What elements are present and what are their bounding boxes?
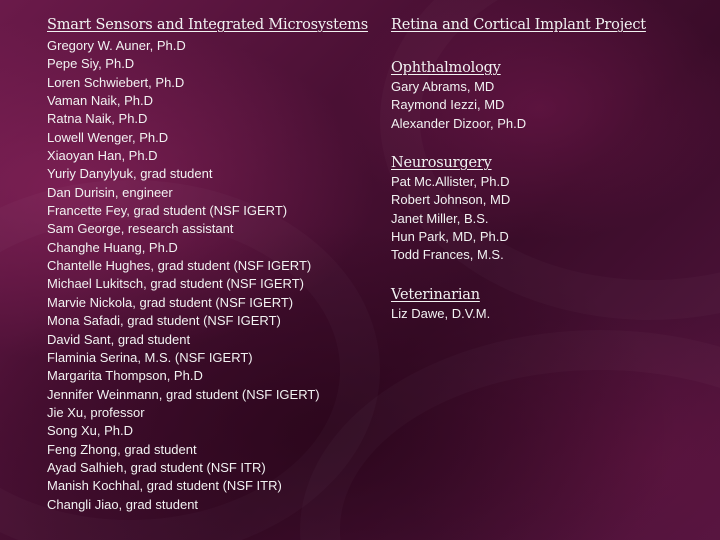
section-retina [391, 16, 711, 34]
section-veterinarian [391, 286, 711, 323]
member-name: Todd Frances, M.S. [391, 247, 504, 263]
member-name: Gregory W. Auner, Ph.D [47, 38, 186, 53]
member-name: Flaminia Serina, M.S. (NSF IGERT) [47, 349, 253, 365]
member-name: Pat Mc.Allister, Ph.D [391, 174, 510, 190]
member-name: Pepe Siy, Ph.D [47, 56, 135, 72]
left-column [47, 16, 377, 514]
member-name: Jennifer Weinmann, grad student (NSF IGERT) [47, 386, 320, 402]
section-heading-smart-sensors: Smart Sensors and Integrated Microsystems [47, 17, 368, 33]
member-name: Sam George, research assistant [47, 221, 234, 237]
member-name: Mona Safadi, grad student (NSF IGERT) [47, 313, 281, 329]
member-name: Ayad Salhieh, grad student (NSF ITR) [47, 459, 266, 475]
member-name: David Sant, grad student [47, 331, 191, 347]
section-heading-veterinarian: Veterinarian [391, 286, 480, 303]
section-neurosurgery [391, 154, 711, 265]
member-name: Janet Miller, B.S. [391, 210, 489, 226]
member-name: Feng Zhong, grad student [47, 441, 197, 457]
member-name: Jie Xu, professor [47, 404, 145, 420]
member-name: Song Xu, Ph.D [47, 423, 133, 439]
member-name: Dan Durisin, engineer [47, 184, 173, 200]
member-name: Manish Kochhal, grad student (NSF ITR) [47, 478, 282, 494]
member-name: Changhe Huang, Ph.D [47, 239, 178, 255]
member-list [47, 37, 377, 514]
section-heading-neurosurgery: Neurosurgery [391, 155, 492, 172]
member-name: Marvie Nickola, grad student (NSF IGERT) [47, 294, 294, 310]
member-name: Lowell Wenger, Ph.D [47, 129, 169, 145]
section-heading-retina: Retina and Cortical Implant Project [391, 17, 646, 33]
member-name: Gary Abrams, MD [391, 79, 495, 94]
member-name: Robert Johnson, MD [391, 192, 511, 208]
member-name: Francette Fey, grad student (NSF IGERT) [47, 203, 288, 219]
member-name: Hun Park, MD, Ph.D [391, 229, 509, 245]
member-name: Raymond Iezzi, MD [391, 97, 505, 113]
member-name: Loren Schwiebert, Ph.D [47, 74, 185, 90]
member-name: Chantelle Hughes, grad student (NSF IGERT) [47, 258, 312, 274]
member-name: Xiaoyan Han, Ph.D [47, 148, 158, 164]
member-name: Ratna Naik, Ph.D [47, 111, 148, 127]
member-name: Alexander Dizoor, Ph.D [391, 115, 527, 131]
member-name: Michael Lukitsch, grad student (NSF IGERT) [47, 276, 304, 292]
member-name: Vaman Naik, Ph.D [47, 93, 153, 109]
section-heading-ophthalmology: Ophthalmology [391, 60, 501, 76]
right-column [391, 16, 711, 344]
member-name: Changli Jiao, grad student [47, 496, 199, 512]
member-name: Yuriy Danylyuk, grad student [47, 166, 213, 182]
section-ophthalmology [391, 59, 711, 133]
member-name: Margarita Thompson, Ph.D [47, 368, 203, 384]
member-name: Liz Dawe, D.V.M. [391, 305, 491, 321]
